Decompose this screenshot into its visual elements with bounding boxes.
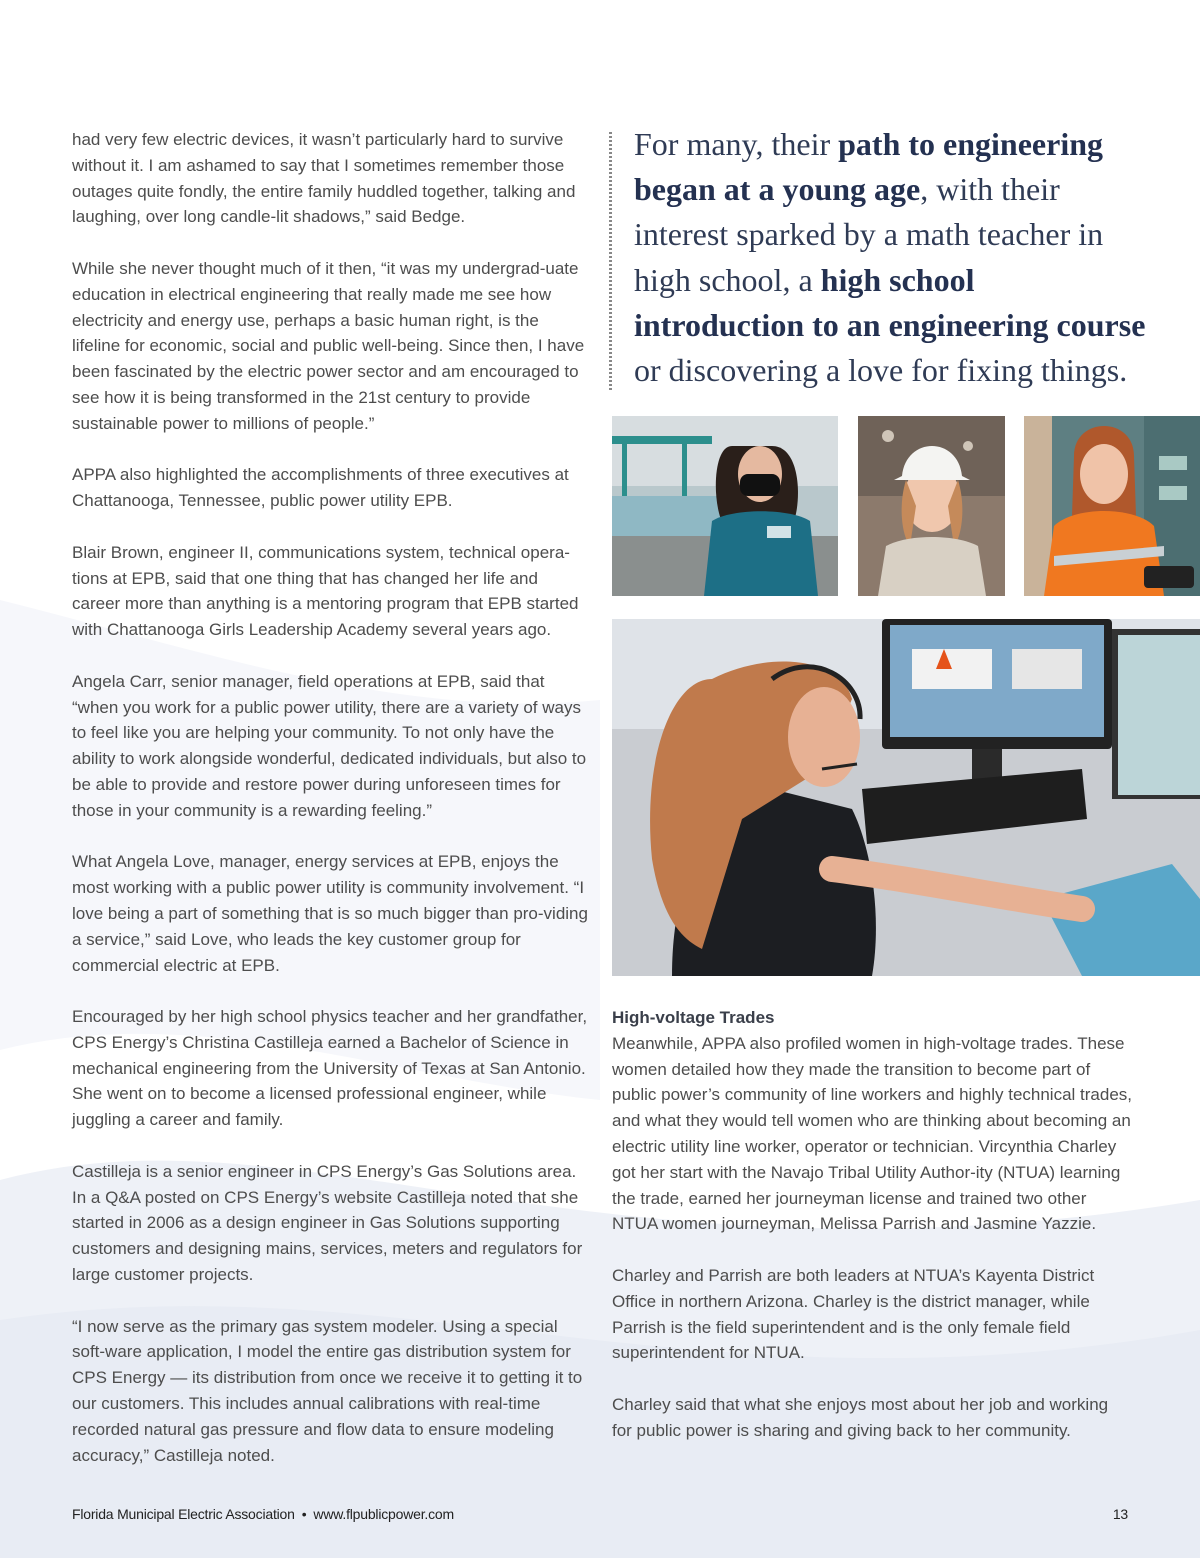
pull-quote-rule — [609, 132, 612, 390]
paragraph: What Angela Love, manager, energy services at EPB, enjoys the most working with a public power utility is community involvement. “I love being a part of something that is so much bigger than pro-viding a service,” said Love, who leads the key customer group for commercial electric at EPB. — [72, 852, 588, 975]
paragraph: Charley said that what she enjoys most about her job and working for public power is sharing and giving back to her community. — [612, 1394, 1109, 1440]
pull-quote-part: or discovering a love for fixing things. — [634, 352, 1128, 389]
page-number: 13 — [1112, 1506, 1128, 1522]
pull-quote — [606, 122, 1146, 392]
paragraph: Angela Carr, senior manager, field operations at EPB, said that “when you work for a public power utility, there are a variety of ways to feel like you are helping your community. To not only have the ability to work alongside wonderful, dedicated individuals, but also to be able to provide and restore power during unforeseen times for those in your community is a rewarding feeling.” — [72, 671, 587, 820]
pull-quote-emphasis: path to engineering began at a young age — [634, 126, 1103, 208]
woman-in-hard-hat-photo — [858, 416, 1005, 596]
paragraph: While she never thought much of it then, “it was my undergrad-uate education in electrical engineering that really made me see how electricity and energy use, perhaps a basic human right, is the lifeline for economic, social and public well-being. Since then, I have been fascinated by the electric power sector and am encouraged to see how it is being transformed in the 21st century to provide sustainable power to millions of people.” — [72, 258, 585, 433]
woman-in-mask-photo — [612, 416, 838, 596]
footer-org: Florida Municipal Electric Association — [72, 1506, 295, 1522]
paragraph: Meanwhile, APPA also profiled women in high-voltage trades. These women detailed how they made the transition to become part of public power’s community of line workers and highly technical trades, and what they would tell women who are thinking about becoming an electric utility line worker, operator or technician. Vircynthia Charley got her start with the Navajo Tribal Utility Author-ity (NTUA) learning the trade, earned her journeyman license and trained two other NTUA women journeyman, Melissa Parrish and Jasmine Yazzie. — [612, 1033, 1133, 1234]
page-footer — [72, 1506, 1128, 1522]
paragraph: Blair Brown, engineer II, communications system, technical opera-tions at EPB, said that one thing that has changed her life and career more than anything is a mentoring program that EPB started with Chattanooga Girls Leadership Academy several years ago. — [72, 542, 579, 640]
paragraph: Encouraged by her high school physics teacher and her grandfather, CPS Energy’s Christina Castilleja earned a Bachelor of Science in mechanical engineering from the University of Texas at San Antonio. She went on to become a licensed professional engineer, while juggling a career and family. — [72, 1007, 588, 1130]
paragraph: Charley and Parrish are both leaders at NTUA’s Kayenta District Office in northern Arizona. Charley is the district manager, while Parrish is the field superintendent and is the only female field superintendent for NTUA. — [612, 1265, 1095, 1363]
paragraph: had very few electric devices, it wasn’t particularly hard to survive without it. I am ashamed to say that I sometimes remember those outages quite fondly, the entire family huddled together, talking and laughing, over long candle-lit shadows,” said Bedge. — [72, 130, 576, 227]
pull-quote-text — [634, 122, 1149, 393]
paragraph: Castilleja is a senior engineer in CPS Energy’s Gas Solutions area. In a Q&A posted on CPS Energy’s website Castilleja noted that she started in 2006 as a design engineer in Gas Solutions supporting customers and designing mains, services, meters and regulators for large customer projects. — [72, 1161, 583, 1285]
woman-with-headset-at-computer-photo — [612, 619, 1200, 976]
woman-in-safety-jacket-photo — [1024, 416, 1200, 596]
pull-quote-part: For many, their — [634, 126, 839, 162]
left-column — [72, 127, 588, 1494]
paragraph: APPA also highlighted the accomplishments of three executives at Chattanooga, Tennessee, public power utility EPB. — [72, 465, 569, 511]
footer-separator: • — [301, 1506, 307, 1522]
footer-website[interactable]: www.flpublicpower.com — [313, 1506, 454, 1522]
pull-quote-part: , with their interest sparked by a math teacher in high school, a — [634, 171, 1104, 298]
right-column — [612, 1005, 1132, 1469]
pull-quote-emphasis: high school introduction to an engineering course — [634, 261, 1146, 343]
section-heading: High-voltage Trades — [612, 1008, 775, 1027]
paragraph: “I now serve as the primary gas system modeler. Using a special soft-ware application, I model the entire gas distribution system for CPS Energy — its distribution from once we receive it to getting it to our customers. This includes annual calibrations with real-time recorded natural gas pressure and flow data to ensure modeling accuracy,” Castilleja noted. — [72, 1316, 583, 1465]
